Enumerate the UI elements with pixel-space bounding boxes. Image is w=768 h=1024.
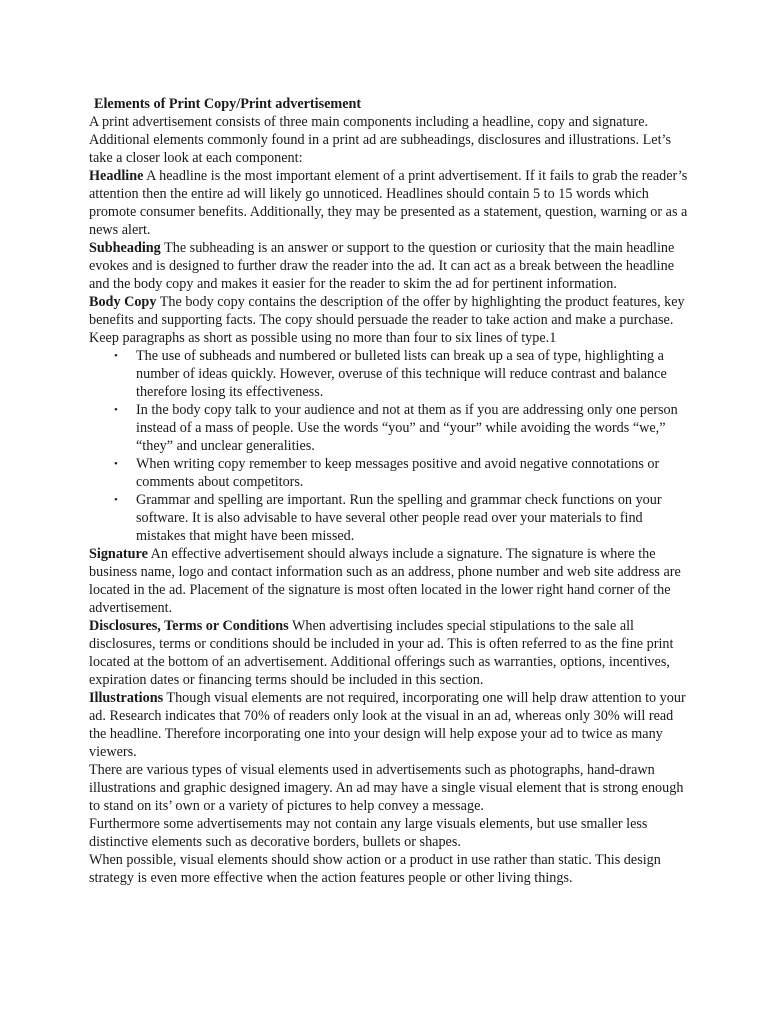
subheading-text: The subheading is an answer or support to the question or curiosity that the main headline evokes and is designed to further draw the reader into the ad. It can act as a break between the headline and the body copy and makes it easier for the reader to skim the ad for pertinent information. [89,240,675,292]
list-item-text: Grammar and spelling are important. Run the spelling and grammar check functions on your software. It is also advisable to have several other people read over your materials to find mistakes that might have been missed. [136,492,662,544]
body-copy-label: Body Copy [89,294,157,310]
body-copy-text: The body copy contains the description of the offer by highlighting the product features, key benefits and supporting facts. The copy should persuade the reader to take action and make a purchase. Keep paragraphs as short as possible using no more than four to six lines of type.1 [89,294,685,346]
bullet-icon: • [114,350,118,362]
document-title: Elements of Print Copy/Print advertisement [94,96,362,112]
disclosures-section [89,617,689,689]
list-item [114,491,689,545]
signature-section [89,545,689,617]
document-page [89,95,689,887]
body-copy-bullet-list [89,347,689,545]
illustrations-paragraph: When possible, visual elements should show action or a product in use rather than static. This design strategy is even more effective when the action features people or other living things. [89,852,661,886]
intro-paragraph: A print advertisement consists of three main components including a headline, copy and signature. Additional elements commonly found in a print ad are subheadings, disclosures and illustrations. Let’s take a closer look at each component: [89,114,671,166]
disclosures-label: Disclosures, Terms or Conditions [89,618,289,634]
list-item [114,347,689,401]
illustrations-label: Illustrations [89,690,164,706]
subheading-section [89,239,689,293]
disclosures-text: When advertising includes special stipulations to the sale all disclosures, terms or conditions should be included in your ad. This is often referred to as the fine print located at the bottom of an advertisement. Additional offerings such as warranties, options, incentives, expiration dates or financing terms should be included in this section. [89,618,674,688]
signature-label: Signature [89,546,148,562]
illustrations-section [89,689,689,761]
headline-section [89,167,689,239]
headline-text: A headline is the most important element of a print advertisement. If it fails to grab the reader’s attention then the entire ad will likely go unnoticed. Headlines should contain 5 to 15 words which promote consumer benefits. Additionally, they may be presented as a statement, question, warning or as a news alert. [89,168,688,238]
headline-label: Headline [89,168,144,184]
bullet-icon: • [114,404,118,416]
bullet-icon: • [114,494,118,506]
body-copy-section [89,293,689,347]
list-item [114,401,689,455]
bullet-icon: • [114,458,118,470]
list-item-text: The use of subheads and numbered or bulleted lists can break up a sea of type, highlighting a number of ideas quickly. However, overuse of this technique will reduce contrast and balance therefore losing its effectiveness. [136,348,667,400]
subheading-label: Subheading [89,240,161,256]
signature-text: An effective advertisement should always include a signature. The signature is where the business name, logo and contact information such as an address, phone number and web site address are located in the ad. Placement of the signature is most often located in the lower right hand corner of the advertisement. [89,546,681,616]
illustrations-text: Though visual elements are not required, incorporating one will help draw attention to your ad. Research indicates that 70% of readers only look at the visual in an ad, whereas only 30% will read the headline. Therefore incorporating one into your design will help expose your ad to twice as many viewers. [89,690,686,760]
illustrations-paragraph: There are various types of visual elements used in advertisements such as photographs, hand-drawn illustrations and graphic designed imagery. An ad may have a single visual element that is strong enough to stand on its’ own or a variety of pictures to help convey a message. [89,762,684,814]
list-item [114,455,689,491]
list-item-text: In the body copy talk to your audience and not at them as if you are addressing only one person instead of a mass of people. Use the words “you” and “your” while avoiding the words “we,” “they” and unclear generalities. [136,402,678,454]
illustrations-paragraph: Furthermore some advertisements may not contain any large visuals elements, but use smaller less distinctive elements such as decorative borders, bullets or shapes. [89,816,648,850]
list-item-text: When writing copy remember to keep messages positive and avoid negative connotations or comments about competitors. [136,456,660,490]
